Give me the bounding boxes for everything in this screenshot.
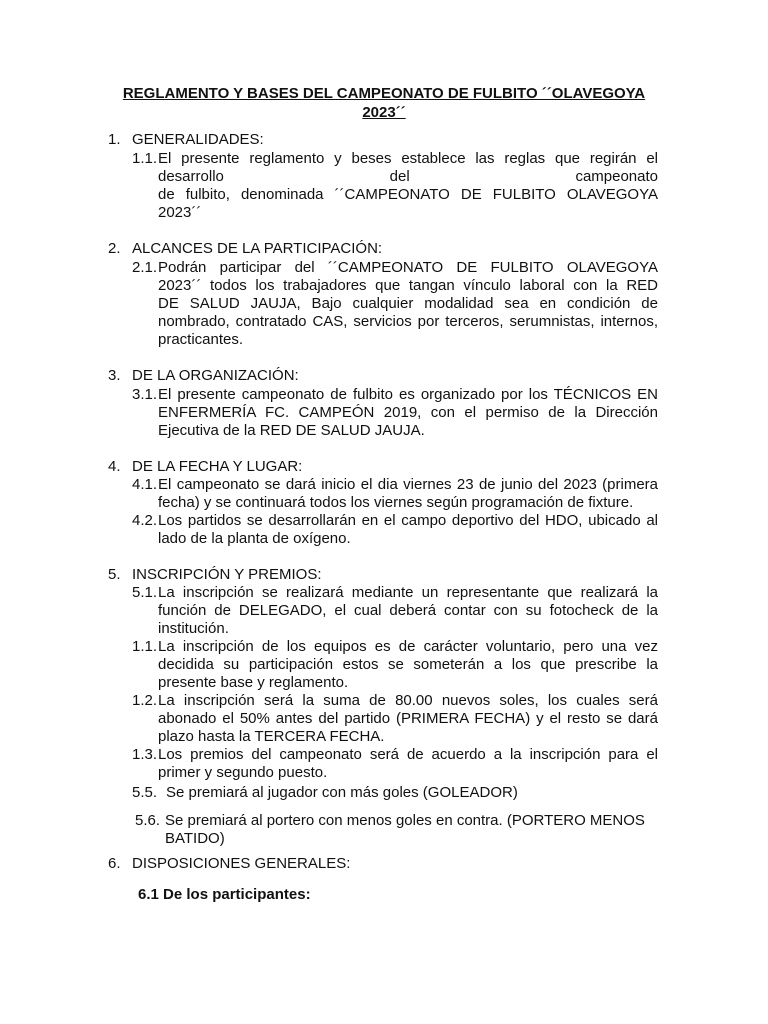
list-item (135, 812, 661, 848)
section-number: 4. (108, 458, 121, 475)
item-line: desarrollo del campeonato (158, 168, 658, 185)
item-number: 1.2. (132, 692, 158, 709)
item-line: Podrán participar del ´´CAMPEONATO DE FULBITO OLAVEGOYA (158, 259, 658, 276)
item-line: presente base y reglamento. (158, 674, 349, 691)
item-line: ENFERMERÍA FC. CAMPEÓN 2019, con el permiso de la Dirección (158, 404, 658, 421)
item-line: función de DELEGADO, el cual deberá contar con su fotocheck de la (158, 602, 658, 619)
item-line: fecha) y se continuará todos los viernes según programación de fixture. (158, 494, 634, 511)
section-number: 2. (108, 240, 121, 257)
section-heading-inscripcion (108, 566, 322, 584)
item-number: 5.1. (132, 584, 158, 601)
section-heading-generalidades (108, 131, 264, 149)
section-heading-fecha-lugar (108, 458, 302, 476)
section-title: GENERALIDADES: (132, 131, 264, 148)
section-heading-disposiciones (108, 855, 350, 873)
item-line: Se premiará al portero con menos goles en contra. (PORTERO MENOS (165, 812, 645, 829)
item-line: primer y segundo puesto. (158, 764, 328, 781)
item-line: El presente campeonato de fulbito es organizado por los TÉCNICOS EN (158, 386, 658, 403)
item-line: BATIDO) (165, 830, 225, 847)
item-line: institución. (158, 620, 229, 637)
section-title: DISPOSICIONES GENERALES: (132, 855, 351, 872)
list-item (132, 476, 658, 512)
item-number: 5.6. (135, 812, 161, 829)
list-item (132, 638, 658, 692)
item-number: 2.1. (132, 259, 158, 276)
section-title: ALCANCES DE LA PARTICIPACIÓN: (132, 240, 383, 257)
section-title: DE LA ORGANIZACIÓN: (132, 367, 299, 384)
item-line: El presente reglamento y beses establece las reglas que regirán el (158, 150, 658, 167)
item-line: Los premios del campeonato será de acuerdo a la inscripción para el (158, 746, 658, 763)
list-item (132, 150, 658, 222)
document-title: REGLAMENTO Y BASES DEL CAMPEONATO DE FULBITO ´´OLAVEGOYA 2023´´ (122, 85, 646, 121)
item-line: Los partidos se desarrollarán en el campo deportivo del HDO, ubicado al (158, 512, 658, 529)
section-heading-alcances (108, 240, 382, 258)
item-line: lado de la planta de oxígeno. (158, 530, 351, 547)
item-line: El campeonato se dará inicio el dia viernes 23 de junio del 2023 (primera (158, 476, 658, 493)
section-number: 5. (108, 566, 121, 583)
item-number: 1.3. (132, 746, 158, 763)
list-item (132, 692, 658, 746)
item-line: practicantes. (158, 331, 244, 348)
item-line: La inscripción de los equipos es de carácter voluntario, pero una vez (158, 638, 658, 655)
item-number: 1.1. (132, 638, 158, 655)
item-line: decidida su participación estos se someterán a los que prescribe la (158, 656, 658, 673)
item-line: abonado el 50% antes del partido (PRIMERA FECHA) y el resto se dará (158, 710, 658, 727)
item-line: Se premiará al jugador con más goles (GOLEADOR) (166, 784, 518, 801)
section-number: 1. (108, 131, 121, 148)
list-item (132, 386, 658, 440)
item-line: La inscripción se realizará mediante un representante que realizará la (158, 584, 658, 601)
item-number: 4.2. (132, 512, 158, 529)
list-item (132, 784, 658, 802)
section-title: DE LA FECHA Y LUGAR: (132, 458, 303, 475)
list-item (132, 259, 658, 349)
item-line: La inscripción será la suma de 80.00 nuevos soles, los cuales será (158, 692, 658, 709)
item-line: nombrado, contratado CAS, servicios por terceros, serumnistas, internos, (158, 313, 658, 330)
list-item (132, 746, 658, 782)
section-number: 6. (108, 855, 121, 872)
item-number: 5.5. (132, 784, 158, 801)
subheading-participantes: 6.1 De los participantes: (138, 886, 311, 903)
item-line: plazo hasta la TERCERA FECHA. (158, 728, 385, 745)
item-line: 2023´´ (158, 204, 202, 221)
section-heading-organizacion (108, 367, 299, 385)
section-title: INSCRIPCIÓN Y PREMIOS: (132, 566, 322, 583)
item-number: 1.1. (132, 150, 158, 167)
item-line: 2023´´ todos los trabajadores que tangan vínculo laboral con la RED (158, 277, 658, 294)
list-item (132, 584, 658, 638)
item-line: DE SALUD JAUJA, Bajo cualquier modalidad sea en condición de (158, 295, 658, 312)
list-item (132, 512, 658, 548)
item-number: 4.1. (132, 476, 158, 493)
section-number: 3. (108, 367, 121, 384)
item-number: 3.1. (132, 386, 158, 403)
item-line: Ejecutiva de la RED DE SALUD JAUJA. (158, 422, 425, 439)
item-line: de fulbito, denominada ´´CAMPEONATO DE FULBITO OLAVEGOYA (158, 186, 658, 203)
